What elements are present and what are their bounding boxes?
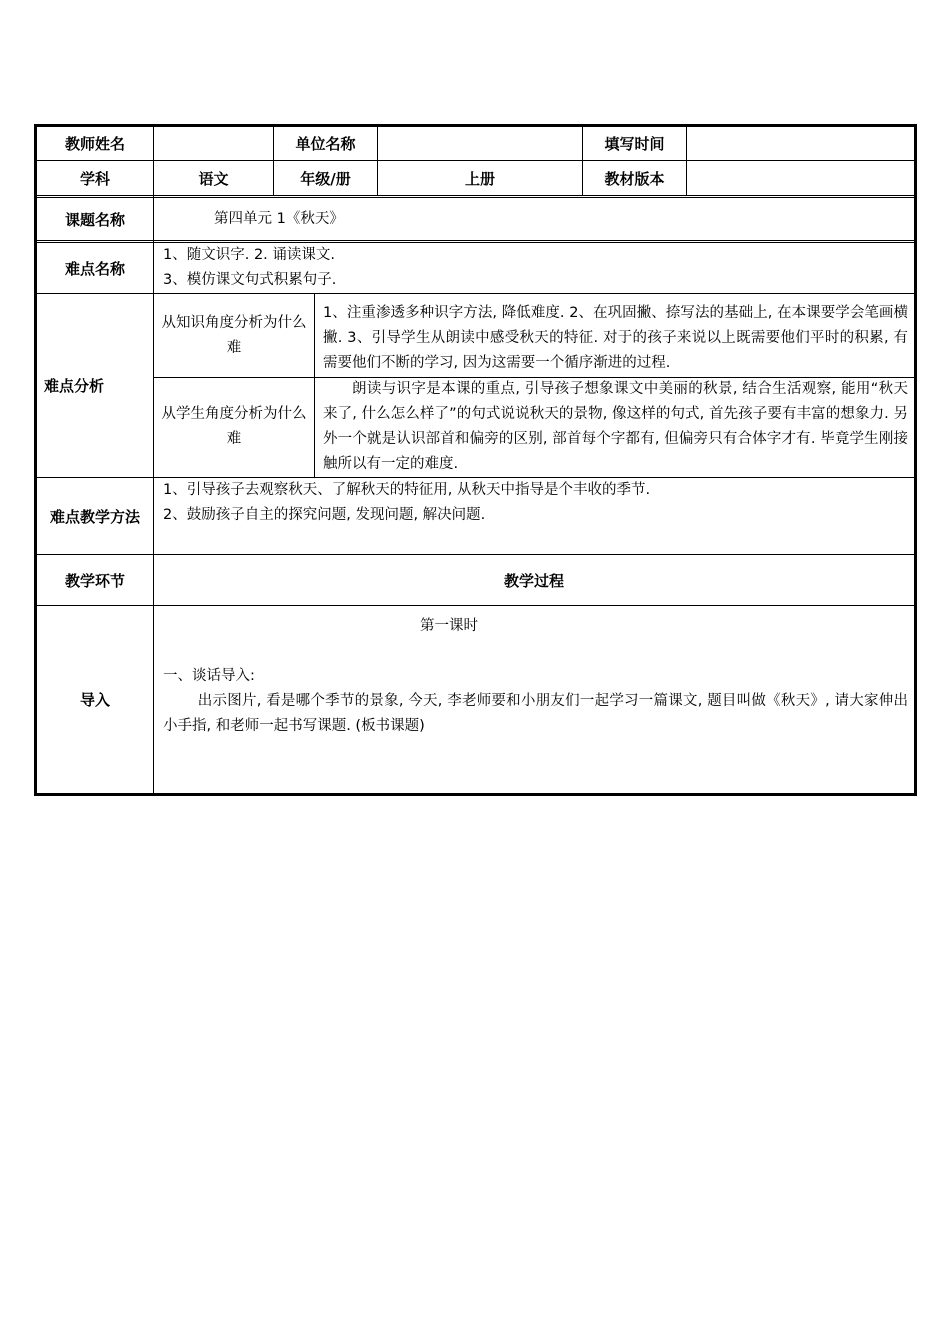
method-line-1: 1、引导孩子去观察秋天、了解秋天的特征用, 从秋天中指导是个丰收的季节. bbox=[163, 482, 651, 498]
unit-name-value bbox=[378, 127, 582, 160]
fill-time-label: 填写时间 bbox=[604, 135, 665, 153]
fill-time-value bbox=[687, 127, 914, 160]
unit-name-label: 单位名称 bbox=[295, 135, 356, 153]
subject-value: 语文 bbox=[198, 169, 229, 188]
grid-line bbox=[34, 240, 917, 241]
process-header: 教学过程 bbox=[503, 571, 564, 590]
difficulty-line-1: 1、随文识字. 2. 诵读课文. bbox=[163, 247, 335, 263]
grid-line bbox=[153, 124, 154, 796]
grade-label: 年级/册 bbox=[300, 169, 351, 188]
grid-line bbox=[34, 197, 917, 198]
intro-label: 导入 bbox=[79, 691, 110, 709]
table-border-right bbox=[914, 124, 917, 796]
table-border-bottom bbox=[34, 793, 917, 796]
topic-value: 第四单元 1《秋天》 bbox=[214, 211, 344, 227]
difficulty-label: 难点名称 bbox=[64, 259, 125, 278]
textbook-label: 教材版本 bbox=[604, 169, 665, 188]
knowledge-angle-text: 1、注重渗透多种识字方法, 降低难度. 2、在巩固撇、捺写法的基础上, 在本课要学会笔画横撇. 3、引导学生从朗读中感受秋天的特征. 对于的孩子来说以上既需要他们平时的积累, 有需要他们不断的学习, 因为这需要一个循序渐进的过程. bbox=[323, 305, 908, 371]
teacher-name-label: 教师姓名 bbox=[64, 135, 125, 153]
student-angle-label: 从学生角度分析为什么难 bbox=[161, 406, 307, 447]
subject-label: 学科 bbox=[79, 169, 110, 188]
grid-line bbox=[34, 605, 917, 606]
knowledge-angle-label: 从知识角度分析为什么难 bbox=[161, 315, 307, 356]
grid-line bbox=[34, 195, 917, 196]
analysis-label: 难点分析 bbox=[44, 377, 105, 395]
stage-header: 教学环节 bbox=[64, 571, 125, 590]
student-angle-text: 朗读与识字是本课的重点, 引导孩子想象课文中美丽的秋景, 结合生活观察, 能用“秋天来了, 什么怎么样了”的句式说说秋天的景物, 像这样的句式, 首先孩子要有丰富的想象力. 另外一个就是认识部首和偏旁的区别, 部首每个字都有, 但偏旁只有合体字才有. 毕竟学生刚接触所以有一定的难度. bbox=[323, 381, 908, 472]
method-line-2: 2、鼓励孩子自主的探究问题, 发现问题, 解决问题. bbox=[163, 507, 486, 523]
method-label: 难点教学方法 bbox=[49, 507, 140, 526]
grade-value: 上册 bbox=[464, 169, 495, 188]
grid-line bbox=[314, 293, 315, 477]
textbook-value bbox=[687, 161, 914, 195]
intro-paragraph: 出示图片, 看是哪个季节的景象, 今天, 李老师要和小朋友们一起学习一篇课文, 题目叫做《秋天》, 请大家伸出小手指, 和老师一起书写课题. (板书课题) bbox=[163, 693, 908, 734]
teacher-name-value bbox=[154, 127, 273, 160]
intro-section-title: 一、谈话导入: bbox=[163, 668, 255, 684]
topic-label: 课题名称 bbox=[64, 210, 125, 229]
difficulty-line-2: 3、模仿课文句式积累句子. bbox=[163, 272, 337, 288]
grid-line bbox=[34, 293, 917, 294]
lesson-title: 第一课时 bbox=[420, 618, 478, 634]
